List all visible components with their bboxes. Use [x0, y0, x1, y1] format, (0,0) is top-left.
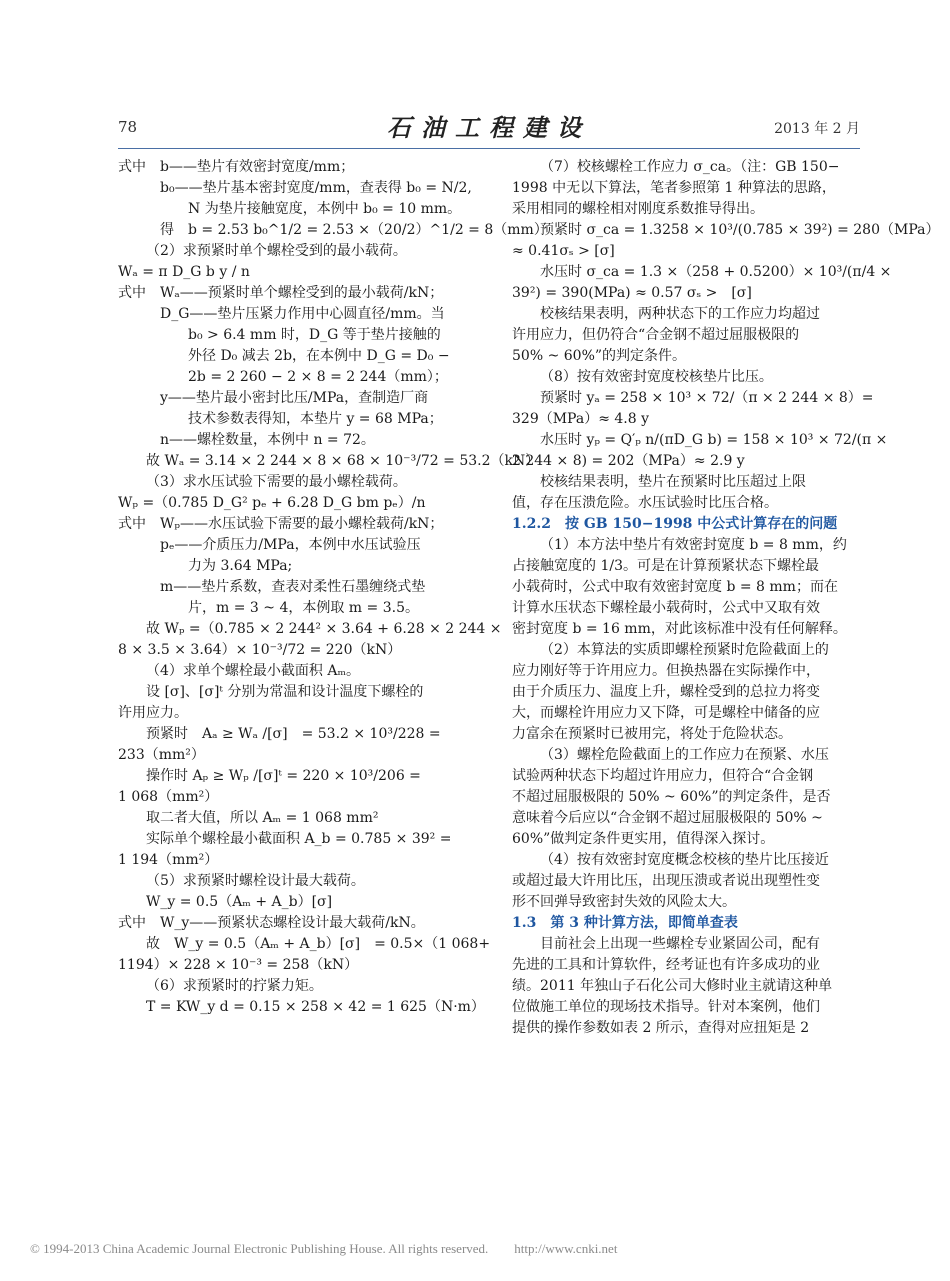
text-line: 先进的工具和计算软件，经考证也有许多成功的业 [512, 957, 820, 973]
section-heading-1-2-2: 1.2.2 按 GB 150−1998 中公式计算存在的问题 [512, 516, 838, 532]
text-line: （3）螺栓危险截面上的工作应力在预紧、水压 [540, 747, 829, 763]
text-line: pₑ——介质压力/MPa，本例中水压试验压 [118, 537, 421, 553]
text-line: 39²) = 390(MPa) ≈ 0.57 σₛ > [σ] [512, 285, 752, 301]
issue-date: 2013 年 2 月 [774, 121, 860, 137]
text-line: Wₐ = π D_G b y / n [118, 264, 250, 280]
text-line: 技术参数表得知，本垫片 y = 68 MPa； [118, 411, 443, 427]
text-line: 大，而螺栓许用应力又下降，可是螺栓中储备的应 [512, 705, 820, 721]
text-line: 2b = 2 260 − 2 × 8 = 2 244（mm）； [118, 369, 448, 385]
text-line: 8 × 3.5 × 3.64）× 10⁻³/72 = 220（kN） [118, 642, 402, 658]
text-line: （8）按有效密封宽度校核垫片比压。 [540, 369, 773, 385]
text-line: 外径 D₀ 减去 2b，在本例中 D_G = D₀ − [118, 348, 450, 364]
journal-title: 石油工程建设 [387, 113, 591, 142]
text-line: （2）求预紧时单个螺栓受到的最小载荷。 [146, 243, 407, 259]
text-line: 采用相同的螺栓相对刚度系数推导得出。 [512, 201, 764, 217]
text-line: 校核结果表明，垫片在预紧时比压超过上限 [540, 474, 806, 490]
text-line: 预紧时 Aₐ ≥ Wₐ /[σ] = 53.2 × 10³/228 = [146, 726, 441, 742]
text-line: 片，m = 3 ~ 4，本例取 m = 3.5。 [118, 600, 419, 616]
text-line: 值，存在压溃危险。水压试验时比压合格。 [512, 495, 778, 511]
text-line: y——垫片最小密封比压/MPa，查制造厂商 [118, 390, 429, 406]
text-line: 实际单个螺栓最小截面积 A_b = 0.785 × 39² = [146, 831, 452, 847]
text-line: （6）求预紧时的拧紧力矩。 [146, 978, 323, 994]
text-line: 预紧时 yₐ = 258 × 10³ × 72/（π × 2 244 × 8）= [540, 390, 874, 406]
text-line: m——垫片系数，查表对柔性石墨缠绕式垫 [118, 579, 426, 595]
text-line: 取二者大值，所以 Aₘ = 1 068 mm² [146, 810, 379, 826]
text-line: （4）按有效密封宽度概念校核的垫片比压接近 [540, 852, 829, 868]
text-line: W_y = 0.5（Aₘ + A_b）[σ] [146, 894, 333, 910]
text-line: 水压时 yₚ = Q′ₚ n/(πD_G b) = 158 × 10³ × 72/(π × [540, 432, 888, 448]
text-line: n——螺栓数量，本例中 n = 72。 [118, 432, 375, 448]
text-line: 60%”做判定条件更实用，值得深入探讨。 [512, 831, 775, 847]
text-line: 1194）× 228 × 10⁻³ = 258（kN） [118, 957, 359, 973]
text-line: 占接触宽度的 1/3。可是在计算预紧状态下螺栓最 [512, 558, 819, 574]
text-line: 提供的操作参数如表 2 所示，查得对应扭矩是 2 [512, 1020, 810, 1036]
text-line [512, 1039, 860, 1060]
text-line: Wₚ =（0.785 D_G² pₑ + 6.28 D_G bm pₑ）/n [118, 495, 426, 511]
text-line: 许用应力。 [118, 705, 188, 721]
text-line: 形不回弹导致密封失效的风险太大。 [512, 894, 736, 910]
text-line: （1）本方法中垫片有效密封宽度 b = 8 mm，约 [540, 537, 847, 553]
left-column [118, 157, 548, 1018]
text-line: 操作时 Aₚ ≥ Wₚ /[σ]ᵗ = 220 × 10³/206 = [146, 768, 421, 784]
text-line: 应力刚好等于许用应力。但换热器在实际操作中， [512, 663, 820, 679]
text-line: 位做施工单位的现场技术指导。针对本案例，他们 [512, 999, 820, 1015]
text-line: （3）求水压试验下需要的最小螺栓载荷。 [146, 474, 407, 490]
text-line: （5）求预紧时螺栓设计最大载荷。 [146, 873, 365, 889]
text-line: （2）本算法的实质即螺栓预紧时危险截面上的 [540, 642, 829, 658]
text-line: （4）求单个螺栓最小截面积 Aₘ。 [146, 663, 361, 679]
page-header [118, 108, 860, 149]
text-line: 式中 b——垫片有效密封宽度/mm； [118, 159, 355, 175]
text-line: 2 244 × 8) = 202（MPa）≈ 2.9 y [512, 453, 745, 469]
text-line: T = KW_y d = 0.15 × 258 × 42 = 1 625（N·m） [146, 999, 485, 1015]
text-line: 故 W_y = 0.5（Aₘ + A_b）[σ] = 0.5×（1 068+ [146, 936, 491, 952]
text-line: 许用应力，但仍符合“合金钢不超过屈服极限的 [512, 327, 800, 343]
text-line: 329（MPa）≈ 4.8 y [512, 411, 649, 427]
text-line: D_G——垫片压紧力作用中心圆直径/mm。当 [118, 306, 445, 322]
text-line: b₀——垫片基本密封宽度/mm，查表得 b₀ = N/2, [118, 180, 472, 196]
text-line: 试验两种状态下均超过许用应力，但符合“合金钢 [512, 768, 814, 784]
text-line: 1 194（mm²） [118, 852, 219, 868]
text-line: 由于介质压力、温度上升，螺栓受到的总拉力将变 [512, 684, 820, 700]
text-line: 或超过最大许用比压，出现压溃或者说出现塑性变 [512, 873, 820, 889]
text-line: 意味着今后应以“合金钢不超过屈服极限的 50% ~ [512, 810, 823, 826]
text-line: 水压时 σ_ca = 1.3 ×（258 + 0.5200）× 10³/(π/4 × [540, 264, 892, 280]
text-line: 校核结果表明，两种状态下的工作应力均超过 [540, 306, 820, 322]
text-line: 绩。2011 年独山子石化公司大修时业主就请这种单 [512, 978, 833, 994]
text-line: 50% ~ 60%”的判定条件。 [512, 348, 687, 364]
text-line: 密封宽度 b = 16 mm，对此该标准中没有任何解释。 [512, 621, 847, 637]
text-line: 233（mm²） [118, 747, 205, 763]
text-line: 故 Wₚ =（0.785 × 2 244² × 3.64 + 6.28 × 2 244 × [146, 621, 502, 637]
text-line: 预紧时 σ_ca = 1.3258 × 10³/(0.785 × 39²) = 280（MPa） [540, 222, 940, 238]
text-line: （7）校核螺栓工作应力 σ_ca。（注：GB 150− [540, 159, 840, 175]
copyright-footer: © 1994-2013 China Academic Journal Electronic Publishing House. All rights reserved. http://www.cnki.net [30, 1241, 618, 1256]
text-line: 得 b = 2.53 b₀^1/2 = 2.53 ×（20/2）^1/2 = 8（mm） [146, 222, 548, 238]
text-line: 式中 Wₚ——水压试验下需要的最小螺栓载荷/kN； [118, 516, 444, 532]
text-line: 式中 W_y——预紧状态螺栓设计最大载荷/kN。 [118, 915, 425, 931]
text-line: 目前社会上出现一些螺栓专业紧固公司，配有 [540, 936, 820, 952]
section-heading-1-3: 1.3 第 3 种计算方法，即简单查表 [512, 915, 738, 931]
right-column [512, 157, 940, 1060]
page-number: 78 [118, 118, 138, 136]
text-line: N 为垫片接触宽度，本例中 b₀ = 10 mm。 [118, 201, 462, 217]
text-line: 1998 中无以下算法，笔者参照第 1 种算法的思路， [512, 180, 836, 196]
text-line: 1 068（mm²） [118, 789, 219, 805]
text-line: 力富余在预紧时已被用完，将处于危险状态。 [512, 726, 792, 742]
text-line: 计算水压状态下螺栓最小载荷时，公式中又取有效 [512, 600, 820, 616]
text-line: 式中 Wₐ——预紧时单个螺栓受到的最小载荷/kN； [118, 285, 444, 301]
text-line: 设 [σ]、[σ]ᵗ 分别为常温和设计温度下螺栓的 [146, 684, 424, 700]
text-line: b₀ > 6.4 mm 时，D_G 等于垫片接触的 [118, 327, 441, 343]
text-line: 小载荷时，公式中取有效密封宽度 b = 8 mm；而在 [512, 579, 838, 595]
text-line: 力为 3.64 MPa; [118, 558, 293, 574]
text-line: 故 Wₐ = 3.14 × 2 244 × 8 × 68 × 10⁻³/72 = 53.2（kN） [146, 453, 540, 469]
text-line: 不超过屈服极限的 50% ~ 60%”的判定条件，是否 [512, 789, 831, 805]
text-line: ≈ 0.41σₛ > [σ] [512, 243, 615, 259]
